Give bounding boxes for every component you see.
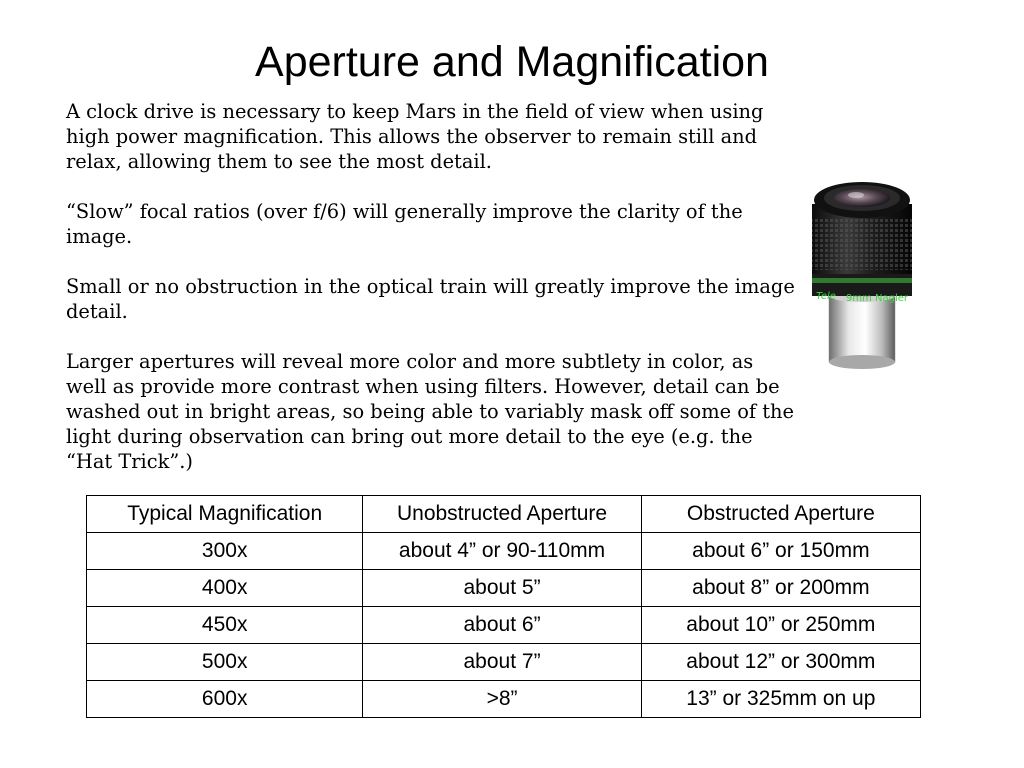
eyepiece-model-label: 9mm Nagler: [846, 293, 909, 304]
table-cell: about 5”: [363, 570, 641, 607]
table-cell: 450x: [87, 607, 363, 644]
table-cell: about 4” or 90-110mm: [363, 533, 641, 570]
table-cell: >8”: [363, 681, 641, 718]
paragraph-obstruction: Small or no obstruction in the optical train will greatly improve the image detail.: [66, 275, 795, 323]
table-cell: 13” or 325mm on up: [641, 681, 920, 718]
page-title: Aperture and Magnification: [255, 38, 769, 86]
table-cell: 600x: [87, 681, 363, 718]
table-cell: about 7”: [363, 644, 641, 681]
table-cell: about 8” or 200mm: [641, 570, 920, 607]
eyepiece-icon: [804, 178, 914, 370]
body-text: [66, 99, 796, 499]
table-row: [87, 607, 921, 644]
paragraph-clock-drive: A clock drive is necessary to keep Mars in the field of view when using high power magnification. This allows the observer to remain still and relax, allowing them to see the most detail.: [66, 100, 764, 173]
header-unobstructed-aperture: Unobstructed Aperture: [363, 496, 641, 533]
header-obstructed-aperture: Obstructed Aperture: [641, 496, 920, 533]
table-row: [87, 570, 921, 607]
table-row: [87, 681, 921, 718]
header-typical-magnification: Typical Magnification: [87, 496, 363, 533]
table-row: [87, 644, 921, 681]
table-cell: about 6”: [363, 607, 641, 644]
table-cell: 500x: [87, 644, 363, 681]
magnification-table: [86, 495, 921, 718]
table-row: [87, 533, 921, 570]
eyepiece-brand-label: Tele: [816, 291, 836, 302]
table-cell: 300x: [87, 533, 363, 570]
table-header-row: [87, 496, 921, 533]
table-cell: 400x: [87, 570, 363, 607]
table-cell: about 10” or 250mm: [641, 607, 920, 644]
table-cell: about 12” or 300mm: [641, 644, 920, 681]
paragraph-focal-ratio: “Slow” focal ratios (over f/6) will generally improve the clarity of the image.: [66, 200, 743, 248]
table-cell: about 6” or 150mm: [641, 533, 920, 570]
paragraph-aperture: Larger apertures will reveal more color and more subtlety in color, as well as provide more contrast when using filters. However, detail can be washed out in bright areas, so being able to variably mask off some of the light during observation can bring out more detail to the eye (e.g. the “Hat Trick”.): [66, 350, 795, 473]
